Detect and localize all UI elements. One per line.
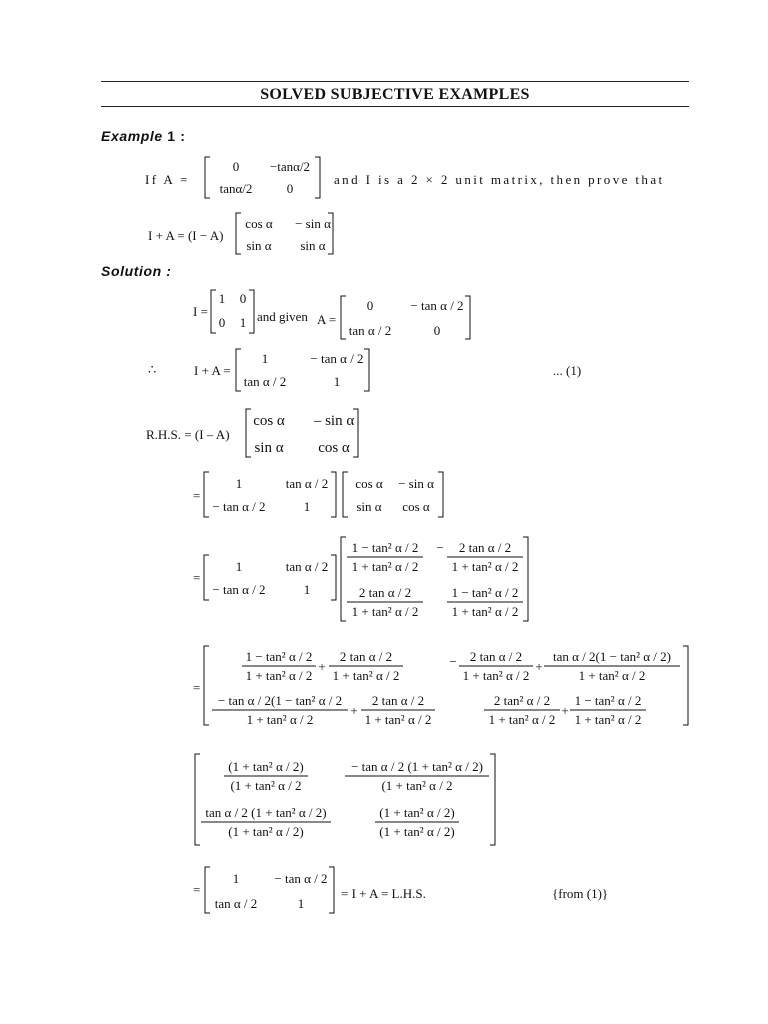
final-matrix-cell: 1: [232, 871, 240, 886]
half-angle-matrix-left-bracket: [341, 537, 346, 621]
rotation-matrix-2-cell: sin α: [356, 499, 382, 514]
minus-sign: −: [436, 540, 444, 555]
rotation-matrix-2-cell: cos α: [355, 476, 383, 491]
problem-matrix-A-cell: −tanα/2: [269, 159, 311, 174]
product-r1c2-a-denominator: 1 + tan² α / 2: [462, 668, 530, 683]
given-matrix-A-cell: 0: [433, 323, 441, 338]
I-minus-A-matrix-cell: 1: [303, 499, 311, 514]
I-plus-A-equals: I + A =: [194, 363, 231, 378]
to-prove-lhs: I + A = (I − A): [148, 228, 224, 243]
product-r1c1-a-denominator: 1 + tan² α / 2: [245, 668, 313, 683]
I-minus-A-matrix-2-cell: 1: [235, 559, 243, 574]
final-matrix-left-bracket: [205, 867, 210, 913]
product-r2c1-a-denominator: 1 + tan² α / 2: [246, 712, 314, 727]
simplified-r2c2-numerator: (1 + tan² α / 2): [379, 805, 455, 820]
simplified-r2c2-denominator: (1 + tan² α / 2): [379, 824, 455, 839]
simplified-r1c1-denominator: (1 + tan² α / 2: [230, 778, 302, 793]
identity-matrix-cell: 1: [218, 291, 226, 306]
matrix-brackets: [195, 157, 688, 913]
product-r1c1-b-numerator: 2 tan α / 2: [339, 649, 393, 664]
half-angle-r2c1-numerator: 2 tan α / 2: [358, 585, 412, 600]
problem-matrix-A-cell: tanα/2: [219, 181, 253, 196]
I-plus-A-matrix-right-bracket: [364, 349, 369, 391]
plus-sign: +: [318, 659, 326, 674]
half-angle-r2c2-denominator: 1 + tan² α / 2: [451, 604, 519, 619]
I-minus-A-matrix-cell: 1: [235, 476, 243, 491]
equals-sign: =: [193, 680, 201, 695]
half-angle-r1c1-denominator: 1 + tan² α / 2: [351, 559, 419, 574]
if-a-text: If A =: [145, 172, 190, 187]
example-colon: :: [180, 128, 186, 144]
I-minus-A-matrix-cell: tan α / 2: [285, 476, 329, 491]
problem-matrix-A-left-bracket: [205, 157, 210, 198]
final-matrix-right-bracket: [329, 867, 334, 913]
from-note: {from (1)}: [552, 886, 609, 901]
product-r1c2-b-numerator: tan α / 2(1 − tan² α / 2): [553, 649, 671, 664]
rhs-label: R.H.S. = (I – A): [146, 427, 230, 442]
I-plus-A-matrix-cell: 1: [261, 351, 269, 366]
identity-matrix-cell: 0: [218, 315, 226, 330]
product-r2c1-b-denominator: 1 + tan² α / 2: [364, 712, 432, 727]
A-equals: A =: [317, 312, 337, 327]
half-angle-r1c1-numerator: 1 − tan² α / 2: [351, 540, 419, 555]
simplified-r2c1-numerator: tan α / 2 (1 + tan² α / 2): [205, 805, 327, 820]
identity-matrix-right-bracket: [249, 290, 254, 333]
rotation-matrix-2-left-bracket: [343, 472, 348, 517]
equals-sign: =: [193, 488, 201, 503]
half-angle-r1c2-numerator: 2 tan α / 2: [458, 540, 512, 555]
half-angle-matrix-right-bracket: [523, 537, 528, 621]
identity-matrix-left-bracket: [211, 290, 216, 333]
product-matrix-left-bracket: [204, 646, 209, 725]
problem-statement: and I is a 2 × 2 unit matrix, then prove that: [334, 172, 665, 187]
product-r1c1-a-numerator: 1 − tan² α / 2: [245, 649, 313, 664]
section-title: SOLVED SUBJECTIVE EXAMPLES: [260, 86, 530, 103]
minus-sign: −: [449, 654, 457, 669]
rotation-matrix-2-cell: − sin α: [398, 476, 434, 491]
problem-rotation-matrix-cell: sin α: [246, 238, 272, 253]
given-matrix-A-cell: tan α / 2: [348, 323, 392, 338]
simplified-matrix-left-bracket: [195, 754, 200, 845]
example-word: Example: [101, 128, 163, 144]
product-r2c2-b-denominator: 1 + tan² α / 2: [574, 712, 642, 727]
simplified-r1c1-numerator: (1 + tan² α / 2): [228, 759, 304, 774]
given-matrix-A-left-bracket: [341, 296, 346, 339]
solution-label: Solution :: [101, 263, 172, 279]
simplified-r1c2-numerator: − tan α / 2 (1 + tan² α / 2): [351, 759, 483, 774]
I-plus-A-matrix-cell: − tan α / 2: [310, 351, 364, 366]
simplified-matrix-right-bracket: [490, 754, 495, 845]
problem-matrix-A-cell: 0: [232, 159, 240, 174]
product-r1c2-a-numerator: 2 tan α / 2: [469, 649, 523, 664]
I-equals: I =: [193, 304, 208, 319]
product-r2c2-a-numerator: 2 tan² α / 2: [493, 693, 551, 708]
rotation-matrix-2-right-bracket: [438, 472, 443, 517]
given-matrix-A-right-bracket: [465, 296, 470, 339]
equals-sign: =: [193, 882, 201, 897]
rhs-rotation-matrix-left-bracket: [246, 409, 251, 457]
product-r2c2-a-denominator: 1 + tan² α / 2: [488, 712, 556, 727]
simplified-r2c1-denominator: (1 + tan² α / 2): [228, 824, 304, 839]
problem-rotation-matrix-left-bracket: [236, 213, 241, 254]
rhs-rotation-matrix-cell: – sin α: [313, 413, 355, 429]
half-angle-r1c2-denominator: 1 + tan² α / 2: [451, 559, 519, 574]
I-minus-A-matrix-2-cell: 1: [303, 582, 311, 597]
problem-matrix-A-cell: 0: [286, 181, 294, 196]
problem-rotation-matrix-cell: cos α: [245, 216, 273, 231]
I-minus-A-matrix-2-cell: tan α / 2: [285, 559, 329, 574]
plus-sign: +: [535, 659, 543, 674]
example-number: 1: [167, 128, 176, 144]
equals-sign: =: [193, 570, 201, 585]
problem-matrix-A-right-bracket: [315, 157, 320, 198]
product-r2c1-b-numerator: 2 tan α / 2: [371, 693, 425, 708]
plus-sign: +: [561, 703, 569, 718]
equation-tag-1: ... (1): [553, 363, 582, 378]
identity-matrix-cell: 0: [239, 291, 247, 306]
rotation-matrix-2-cell: cos α: [402, 499, 430, 514]
half-angle-r2c1-denominator: 1 + tan² α / 2: [351, 604, 419, 619]
problem-rotation-matrix-cell: sin α: [300, 238, 326, 253]
final-equation: = I + A = L.H.S.: [341, 886, 426, 901]
product-r2c1-a-numerator: − tan α / 2(1 − tan² α / 2: [217, 693, 343, 708]
rhs-rotation-matrix-cell: cos α: [318, 440, 350, 456]
given-matrix-A-cell: − tan α / 2: [410, 298, 464, 313]
identity-matrix-cell: 1: [239, 315, 247, 330]
half-angle-r2c2-numerator: 1 − tan² α / 2: [451, 585, 519, 600]
final-matrix-cell: tan α / 2: [214, 896, 258, 911]
I-minus-A-matrix-cell: − tan α / 2: [212, 499, 266, 514]
rhs-rotation-matrix-cell: sin α: [254, 440, 284, 456]
I-plus-A-matrix-cell: tan α / 2: [243, 374, 287, 389]
product-r2c2-b-numerator: 1 − tan² α / 2: [574, 693, 642, 708]
product-matrix-right-bracket: [683, 646, 688, 725]
plus-sign: +: [350, 703, 358, 718]
final-matrix-cell: 1: [297, 896, 305, 911]
I-minus-A-matrix-2-cell: − tan α / 2: [212, 582, 266, 597]
I-minus-A-matrix-right-bracket: [331, 472, 336, 517]
final-matrix-cell: − tan α / 2: [274, 871, 328, 886]
I-minus-A-matrix-2-left-bracket: [204, 555, 209, 600]
I-minus-A-matrix-2-right-bracket: [331, 555, 336, 600]
simplified-r1c2-denominator: (1 + tan² α / 2: [381, 778, 453, 793]
therefore-symbol: ∴: [148, 362, 157, 377]
product-r1c2-b-denominator: 1 + tan² α / 2: [578, 668, 646, 683]
I-minus-A-matrix-left-bracket: [204, 472, 209, 517]
I-plus-A-matrix-left-bracket: [236, 349, 241, 391]
product-r1c1-b-denominator: 1 + tan² α / 2: [332, 668, 400, 683]
I-plus-A-matrix-cell: 1: [333, 374, 341, 389]
given-matrix-A-cell: 0: [366, 298, 374, 313]
rhs-rotation-matrix-cell: cos α: [253, 413, 285, 429]
and-given-text: and given: [257, 309, 308, 324]
problem-rotation-matrix-cell: − sin α: [295, 216, 331, 231]
matrix-text: [205, 159, 671, 911]
